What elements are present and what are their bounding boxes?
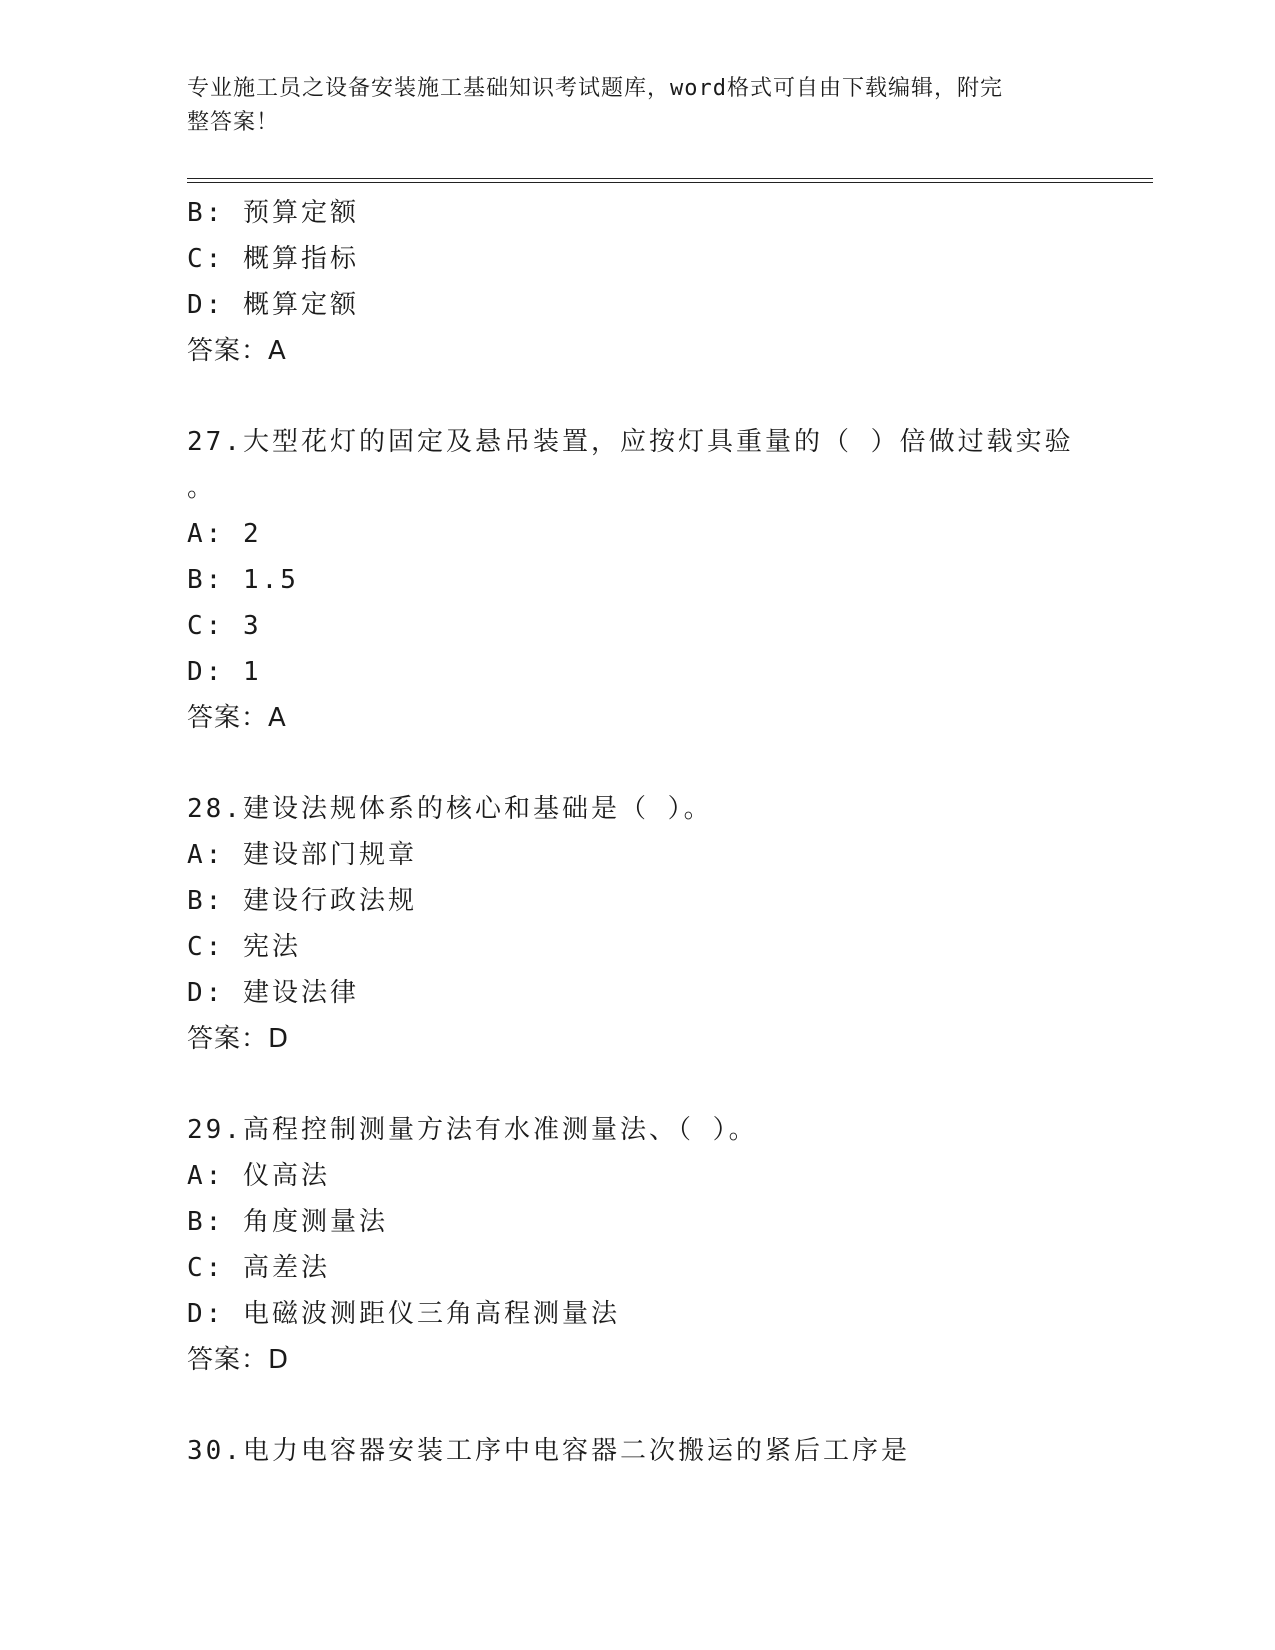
question-27 [187,419,1087,741]
option-a: A: 2 [187,519,262,549]
option-b: B: 角度测量法 [187,1207,388,1237]
option-d: D: 建设法律 [187,978,359,1008]
page-header [187,72,1067,140]
option-d: D: 概算定额 [187,290,359,320]
question-30 [187,1428,1087,1474]
answer-text: 答案：D [187,1024,290,1054]
question-stem: 29.高程控制测量方法有水准测量法、（ ）。 [187,1115,758,1145]
question-29 [187,1107,1087,1383]
option-c: C: 概算指标 [187,244,359,274]
option-b: B: 建设行政法规 [187,886,417,916]
option-a: A: 仪高法 [187,1161,330,1191]
answer-text: 答案：A [187,336,287,366]
option-b: B: 预算定额 [187,198,359,228]
option-b: B: 1.5 [187,565,299,595]
header-line-1: 专业施工员之设备安装施工基础知识考试题库，word格式可自由下载编辑，附完 [187,76,1003,101]
option-d: D: 1 [187,657,262,687]
header-divider [187,178,1153,183]
option-c: C: 3 [187,611,262,641]
question-stem: 30.电力电容器安装工序中电容器二次搬运的紧后工序是 [187,1436,910,1466]
answer-text: 答案：A [187,703,287,733]
question-stem: 28.建设法规体系的核心和基础是（ ）。 [187,794,713,824]
question-28 [187,786,1087,1062]
option-d: D: 电磁波测距仪三角高程测量法 [187,1299,620,1329]
question-stem: 27.大型花灯的固定及悬吊装置，应按灯具重量的（ ）倍做过载实验 [187,427,1074,457]
option-a: A: 建设部门规章 [187,840,417,870]
question-stem-continued: 。 [187,473,217,503]
question-list [187,190,1087,1474]
option-c: C: 高差法 [187,1253,330,1283]
question-26 [187,190,1087,374]
header-line-2: 整答案！ [187,110,280,135]
option-c: C: 宪法 [187,932,301,962]
answer-text: 答案：D [187,1345,290,1375]
